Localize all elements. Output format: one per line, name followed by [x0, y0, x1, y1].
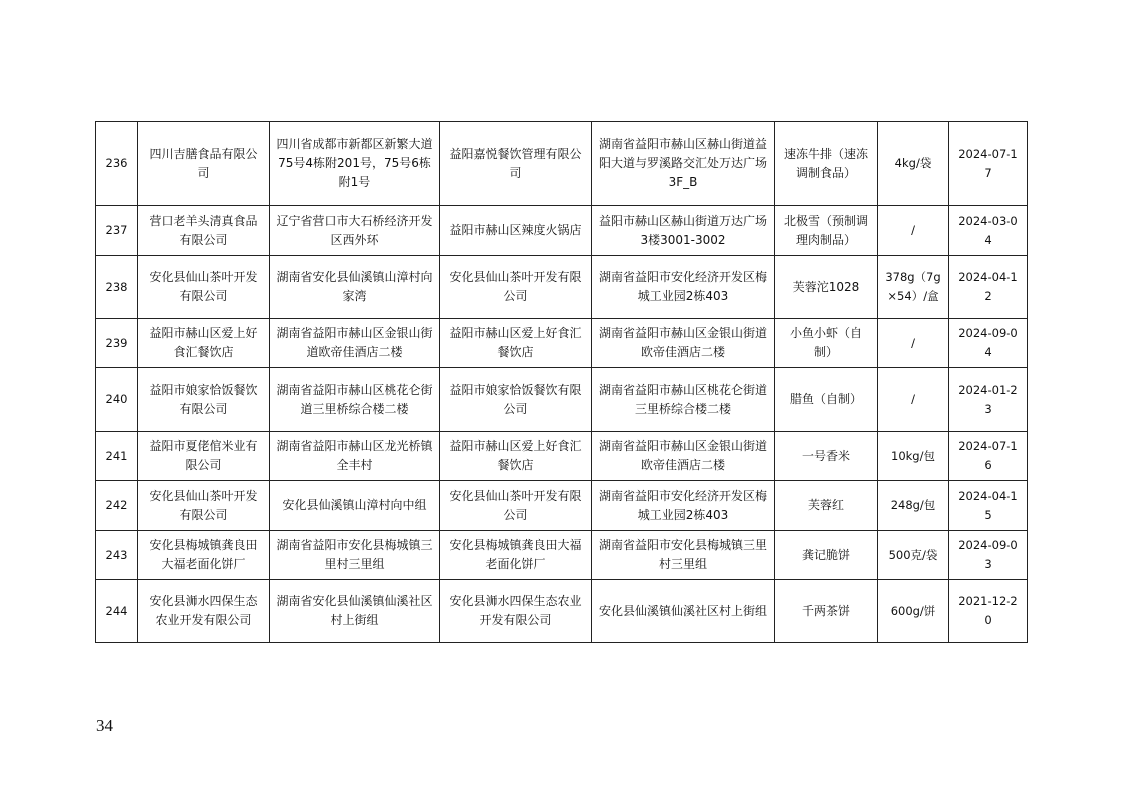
producer-name: 四川吉膳食品有限公司	[138, 122, 270, 206]
seller-name: 安化县浉水四保生态农业开发有限公司	[440, 580, 592, 643]
seller-address: 湖南省益阳市赫山区桃花仑街道三里桥综合楼二楼	[592, 368, 775, 432]
producer-name: 益阳市赫山区爱上好食汇餐饮店	[138, 319, 270, 368]
production-date: 2024-09-03	[949, 531, 1028, 580]
row-number: 237	[96, 206, 138, 256]
row-number: 241	[96, 432, 138, 481]
product-spec: /	[878, 319, 949, 368]
production-date: 2024-01-23	[949, 368, 1028, 432]
seller-name: 益阳嘉悦餐饮管理有限公司	[440, 122, 592, 206]
seller-address: 安化县仙溪镇仙溪社区村上街组	[592, 580, 775, 643]
producer-name: 安化县仙山茶叶开发有限公司	[138, 256, 270, 319]
row-number: 244	[96, 580, 138, 643]
product-spec: /	[878, 206, 949, 256]
product-spec: 4kg/袋	[878, 122, 949, 206]
product-name: 龚记脆饼	[775, 531, 878, 580]
table-row	[96, 256, 1028, 319]
seller-address: 湖南省益阳市赫山区赫山街道益阳大道与罗溪路交汇处万达广场3F_B	[592, 122, 775, 206]
product-name: 芙蓉红	[775, 481, 878, 531]
seller-address: 湖南省益阳市赫山区金银山街道欧帝佳酒店二楼	[592, 432, 775, 481]
product-spec: 248g/包	[878, 481, 949, 531]
product-spec: 500克/袋	[878, 531, 949, 580]
producer-name: 安化县仙山茶叶开发有限公司	[138, 481, 270, 531]
production-date: 2024-03-04	[949, 206, 1028, 256]
seller-address: 湖南省益阳市赫山区金银山街道欧帝佳酒店二楼	[592, 319, 775, 368]
producer-name: 安化县浉水四保生态农业开发有限公司	[138, 580, 270, 643]
production-date: 2021-12-20	[949, 580, 1028, 643]
table-row	[96, 580, 1028, 643]
product-spec: 600g/饼	[878, 580, 949, 643]
production-date: 2024-07-17	[949, 122, 1028, 206]
row-number: 236	[96, 122, 138, 206]
table-row	[96, 432, 1028, 481]
table-row	[96, 531, 1028, 580]
sampling-results-table	[95, 121, 1028, 643]
producer-address: 辽宁省营口市大石桥经济开发区西外环	[270, 206, 440, 256]
seller-name: 益阳市赫山区爱上好食汇餐饮店	[440, 432, 592, 481]
product-spec: 378g（7g×54）/盒	[878, 256, 949, 319]
producer-address: 湖南省安化县仙溪镇山漳村向家湾	[270, 256, 440, 319]
seller-name: 益阳市娘家恰饭餐饮有限公司	[440, 368, 592, 432]
product-name: 一号香米	[775, 432, 878, 481]
producer-address: 湖南省益阳市赫山区桃花仑街道三里桥综合楼二楼	[270, 368, 440, 432]
seller-name: 益阳市赫山区辣度火锅店	[440, 206, 592, 256]
table-row	[96, 206, 1028, 256]
producer-address: 湖南省益阳市赫山区龙光桥镇全丰村	[270, 432, 440, 481]
product-name: 速冻牛排（速冻调制食品）	[775, 122, 878, 206]
table-row	[96, 481, 1028, 531]
row-number: 238	[96, 256, 138, 319]
producer-address: 安化县仙溪镇山漳村向中组	[270, 481, 440, 531]
product-name: 小鱼小虾（自制）	[775, 319, 878, 368]
seller-address: 益阳市赫山区赫山街道万达广场3楼3001-3002	[592, 206, 775, 256]
producer-address: 湖南省益阳市赫山区金银山街道欧帝佳酒店二楼	[270, 319, 440, 368]
production-date: 2024-04-15	[949, 481, 1028, 531]
seller-name: 益阳市赫山区爱上好食汇餐饮店	[440, 319, 592, 368]
production-date: 2024-04-12	[949, 256, 1028, 319]
product-name: 腊鱼（自制）	[775, 368, 878, 432]
seller-address: 湖南省益阳市安化经济开发区梅城工业园2栋403	[592, 481, 775, 531]
producer-name: 营口老羊头清真食品有限公司	[138, 206, 270, 256]
row-number: 243	[96, 531, 138, 580]
row-number: 240	[96, 368, 138, 432]
seller-name: 安化县仙山茶叶开发有限公司	[440, 481, 592, 531]
producer-address: 四川省成都市新都区新繁大道75号4栋附201号，75号6栋附1号	[270, 122, 440, 206]
table-row	[96, 319, 1028, 368]
production-date: 2024-09-04	[949, 319, 1028, 368]
table-row	[96, 368, 1028, 432]
producer-name: 益阳市夏佬倌米业有限公司	[138, 432, 270, 481]
table-row	[96, 122, 1028, 206]
producer-name: 安化县梅城镇龚良田大福老面化饼厂	[138, 531, 270, 580]
product-name: 芙蓉沱1028	[775, 256, 878, 319]
product-spec: /	[878, 368, 949, 432]
seller-name: 安化县梅城镇龚良田大福老面化饼厂	[440, 531, 592, 580]
producer-address: 湖南省安化县仙溪镇仙溪社区村上街组	[270, 580, 440, 643]
producer-name: 益阳市娘家恰饭餐饮有限公司	[138, 368, 270, 432]
product-name: 北极雪（预制调理肉制品）	[775, 206, 878, 256]
production-date: 2024-07-16	[949, 432, 1028, 481]
row-number: 242	[96, 481, 138, 531]
seller-address: 湖南省益阳市安化县梅城镇三里村三里组	[592, 531, 775, 580]
seller-name: 安化县仙山茶叶开发有限公司	[440, 256, 592, 319]
producer-address: 湖南省益阳市安化县梅城镇三里村三里组	[270, 531, 440, 580]
row-number: 239	[96, 319, 138, 368]
product-name: 千两茶饼	[775, 580, 878, 643]
product-spec: 10kg/包	[878, 432, 949, 481]
seller-address: 湖南省益阳市安化经济开发区梅城工业园2栋403	[592, 256, 775, 319]
page-number: 34	[96, 716, 113, 735]
